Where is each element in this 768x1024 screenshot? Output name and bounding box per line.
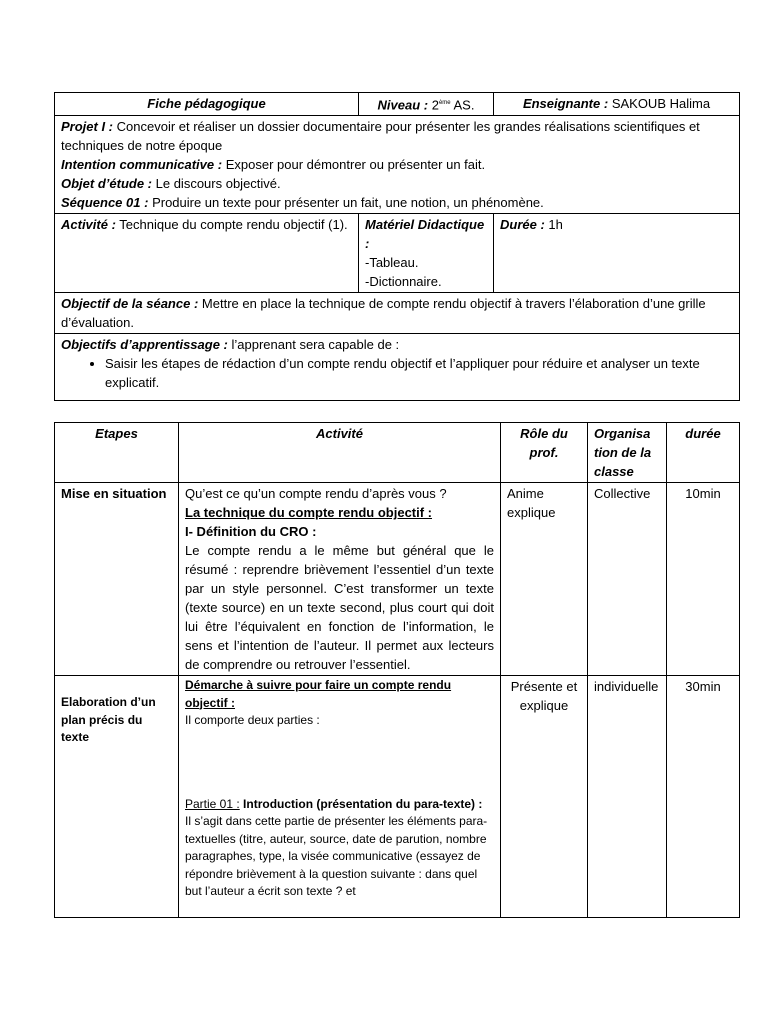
niveau-sup: ème	[438, 100, 451, 106]
deroulement-header-row	[55, 423, 740, 483]
projet-row	[55, 116, 740, 214]
objectif-seance-value: Mettre en place la technique de compte rendu objectif à travers l’élaboration d’une grille d’évaluation.	[61, 296, 706, 331]
activite-question: Qu’est ce qu’un compte rendu d’après vous ?	[185, 486, 447, 501]
sequence-line	[61, 193, 733, 212]
table-row	[55, 676, 740, 918]
duree-value: 1h	[548, 217, 563, 233]
organisation-cell-1: Collective	[588, 483, 667, 676]
niveau-rest: AS.	[453, 97, 475, 113]
activite-heading: La technique du compte rendu objectif :	[185, 505, 433, 520]
header-organisation: Organisa tion de la classe	[588, 423, 667, 483]
activite-cell-2	[179, 676, 501, 918]
duree-label: Durée :	[500, 217, 545, 233]
activite-paragraph: Le compte rendu a le même but général que le résumé : reprendre brièvement l’essentiel d’un texte par un style personnel. C’est transformer un texte (texte source) en un texte second, plus court qui doit lui être l’équivalent en fonction de l’information, le sens et l’intention de l’auteur. Il permet aux lecteurs de comprendre ou retrouver l’essentiel.	[185, 543, 494, 672]
role-cell-1: Anime explique	[501, 483, 588, 676]
etape-elaboration: Elaboration d’un plan précis du texte	[55, 676, 179, 918]
materiel-item: -Dictionnaire.	[365, 274, 442, 290]
projet-cell	[55, 116, 740, 214]
materiel-label: Matériel Didactique :	[365, 217, 485, 252]
objet-value: Le discours objectivé.	[155, 176, 281, 192]
blank-space	[185, 730, 494, 796]
duree-cell	[494, 214, 740, 293]
objectifs-app-cell	[55, 334, 740, 401]
materiel-cell	[359, 214, 494, 293]
niveau-cell	[359, 93, 494, 116]
enseignante-cell	[494, 93, 740, 116]
projet-label: Projet I :	[61, 119, 114, 135]
objet-line	[61, 174, 733, 193]
header-activite: Activité	[179, 423, 501, 483]
demarche-intro: Il comporte deux parties :	[185, 713, 320, 727]
header-role: Rôle du prof.	[501, 423, 588, 483]
objectif-seance-row	[55, 293, 740, 334]
activite-label: Activité :	[61, 217, 116, 233]
objectifs-app-row	[55, 334, 740, 401]
intention-line	[61, 155, 733, 174]
objectif-seance-label: Objectif de la séance :	[61, 296, 199, 312]
fiche-header-row	[55, 93, 740, 116]
materiel-item: -Tableau.	[365, 255, 419, 271]
partie-paragraph: Il s’agit dans cette partie de présenter les éléments para-textuelles (titre, auteur, source, date de parution, nombre paragraphes, type, la visée communicative (essayez de répondre brièvement à la question suivante : dans quel but l’auteur a écrit son texte ? et	[185, 814, 488, 898]
activite-value: Technique du compte rendu objectif (1).	[119, 217, 348, 233]
objectifs-app-label: Objectifs d’apprentissage :	[61, 337, 228, 353]
table-row	[55, 483, 740, 676]
projet-value: Concevoir et réaliser un dossier documentaire pour présenter les grandes réalisations scientifiques et techniques de notre époque	[61, 119, 700, 154]
objectifs-bullet: • Saisir les étapes de rédaction d’un compte rendu objectif et l’appliquer pour réduire et analyser un texte explicatif.	[105, 354, 733, 392]
partie-line	[185, 796, 494, 814]
activite-cell	[55, 214, 359, 293]
deroulement-table	[54, 422, 740, 918]
header-etapes: Etapes	[55, 423, 179, 483]
activite-cell-1	[179, 483, 501, 676]
activite-subheading: I- Définition du CRO :	[185, 524, 317, 539]
enseignante-value: SAKOUB Halima	[611, 96, 711, 111]
objectif-seance-cell	[55, 293, 740, 334]
role-cell-2: Présente et explique	[501, 676, 588, 918]
sequence-label: Séquence 01 :	[61, 195, 149, 211]
objectifs-app-value: l’apprenant sera capable de :	[231, 337, 400, 353]
objectifs-app-line	[61, 335, 733, 354]
fiche-table	[54, 92, 740, 401]
objet-label: Objet d’étude :	[61, 176, 152, 192]
partie-title: Introduction (présentation du para-texte) :	[243, 796, 483, 811]
projet-line	[61, 117, 733, 155]
enseignante-label: Enseignante :	[522, 96, 609, 111]
objectifs-list	[61, 354, 733, 392]
header-duree: durée	[667, 423, 740, 483]
duree-cell-1: 10min	[667, 483, 740, 676]
organisation-cell-2: individuelle	[588, 676, 667, 918]
demarche-heading: Démarche à suivre pour faire un compte rendu objectif :	[185, 678, 452, 710]
duree-cell-2: 30min	[667, 676, 740, 918]
niveau-label: Niveau :	[377, 97, 429, 113]
intention-value: Exposer pour démontrer ou présenter un fait.	[225, 157, 486, 173]
partie-label: Partie 01 :	[185, 796, 240, 811]
niveau-num: 2	[431, 97, 439, 113]
sequence-value: Produire un texte pour présenter un fait, une notion, un phénomène.	[152, 195, 544, 211]
etape-mise-en-situation: Mise en situation	[55, 483, 179, 676]
fiche-title: Fiche pédagogique	[55, 93, 359, 116]
intention-label: Intention communicative :	[61, 157, 223, 173]
activite-row	[55, 214, 740, 293]
